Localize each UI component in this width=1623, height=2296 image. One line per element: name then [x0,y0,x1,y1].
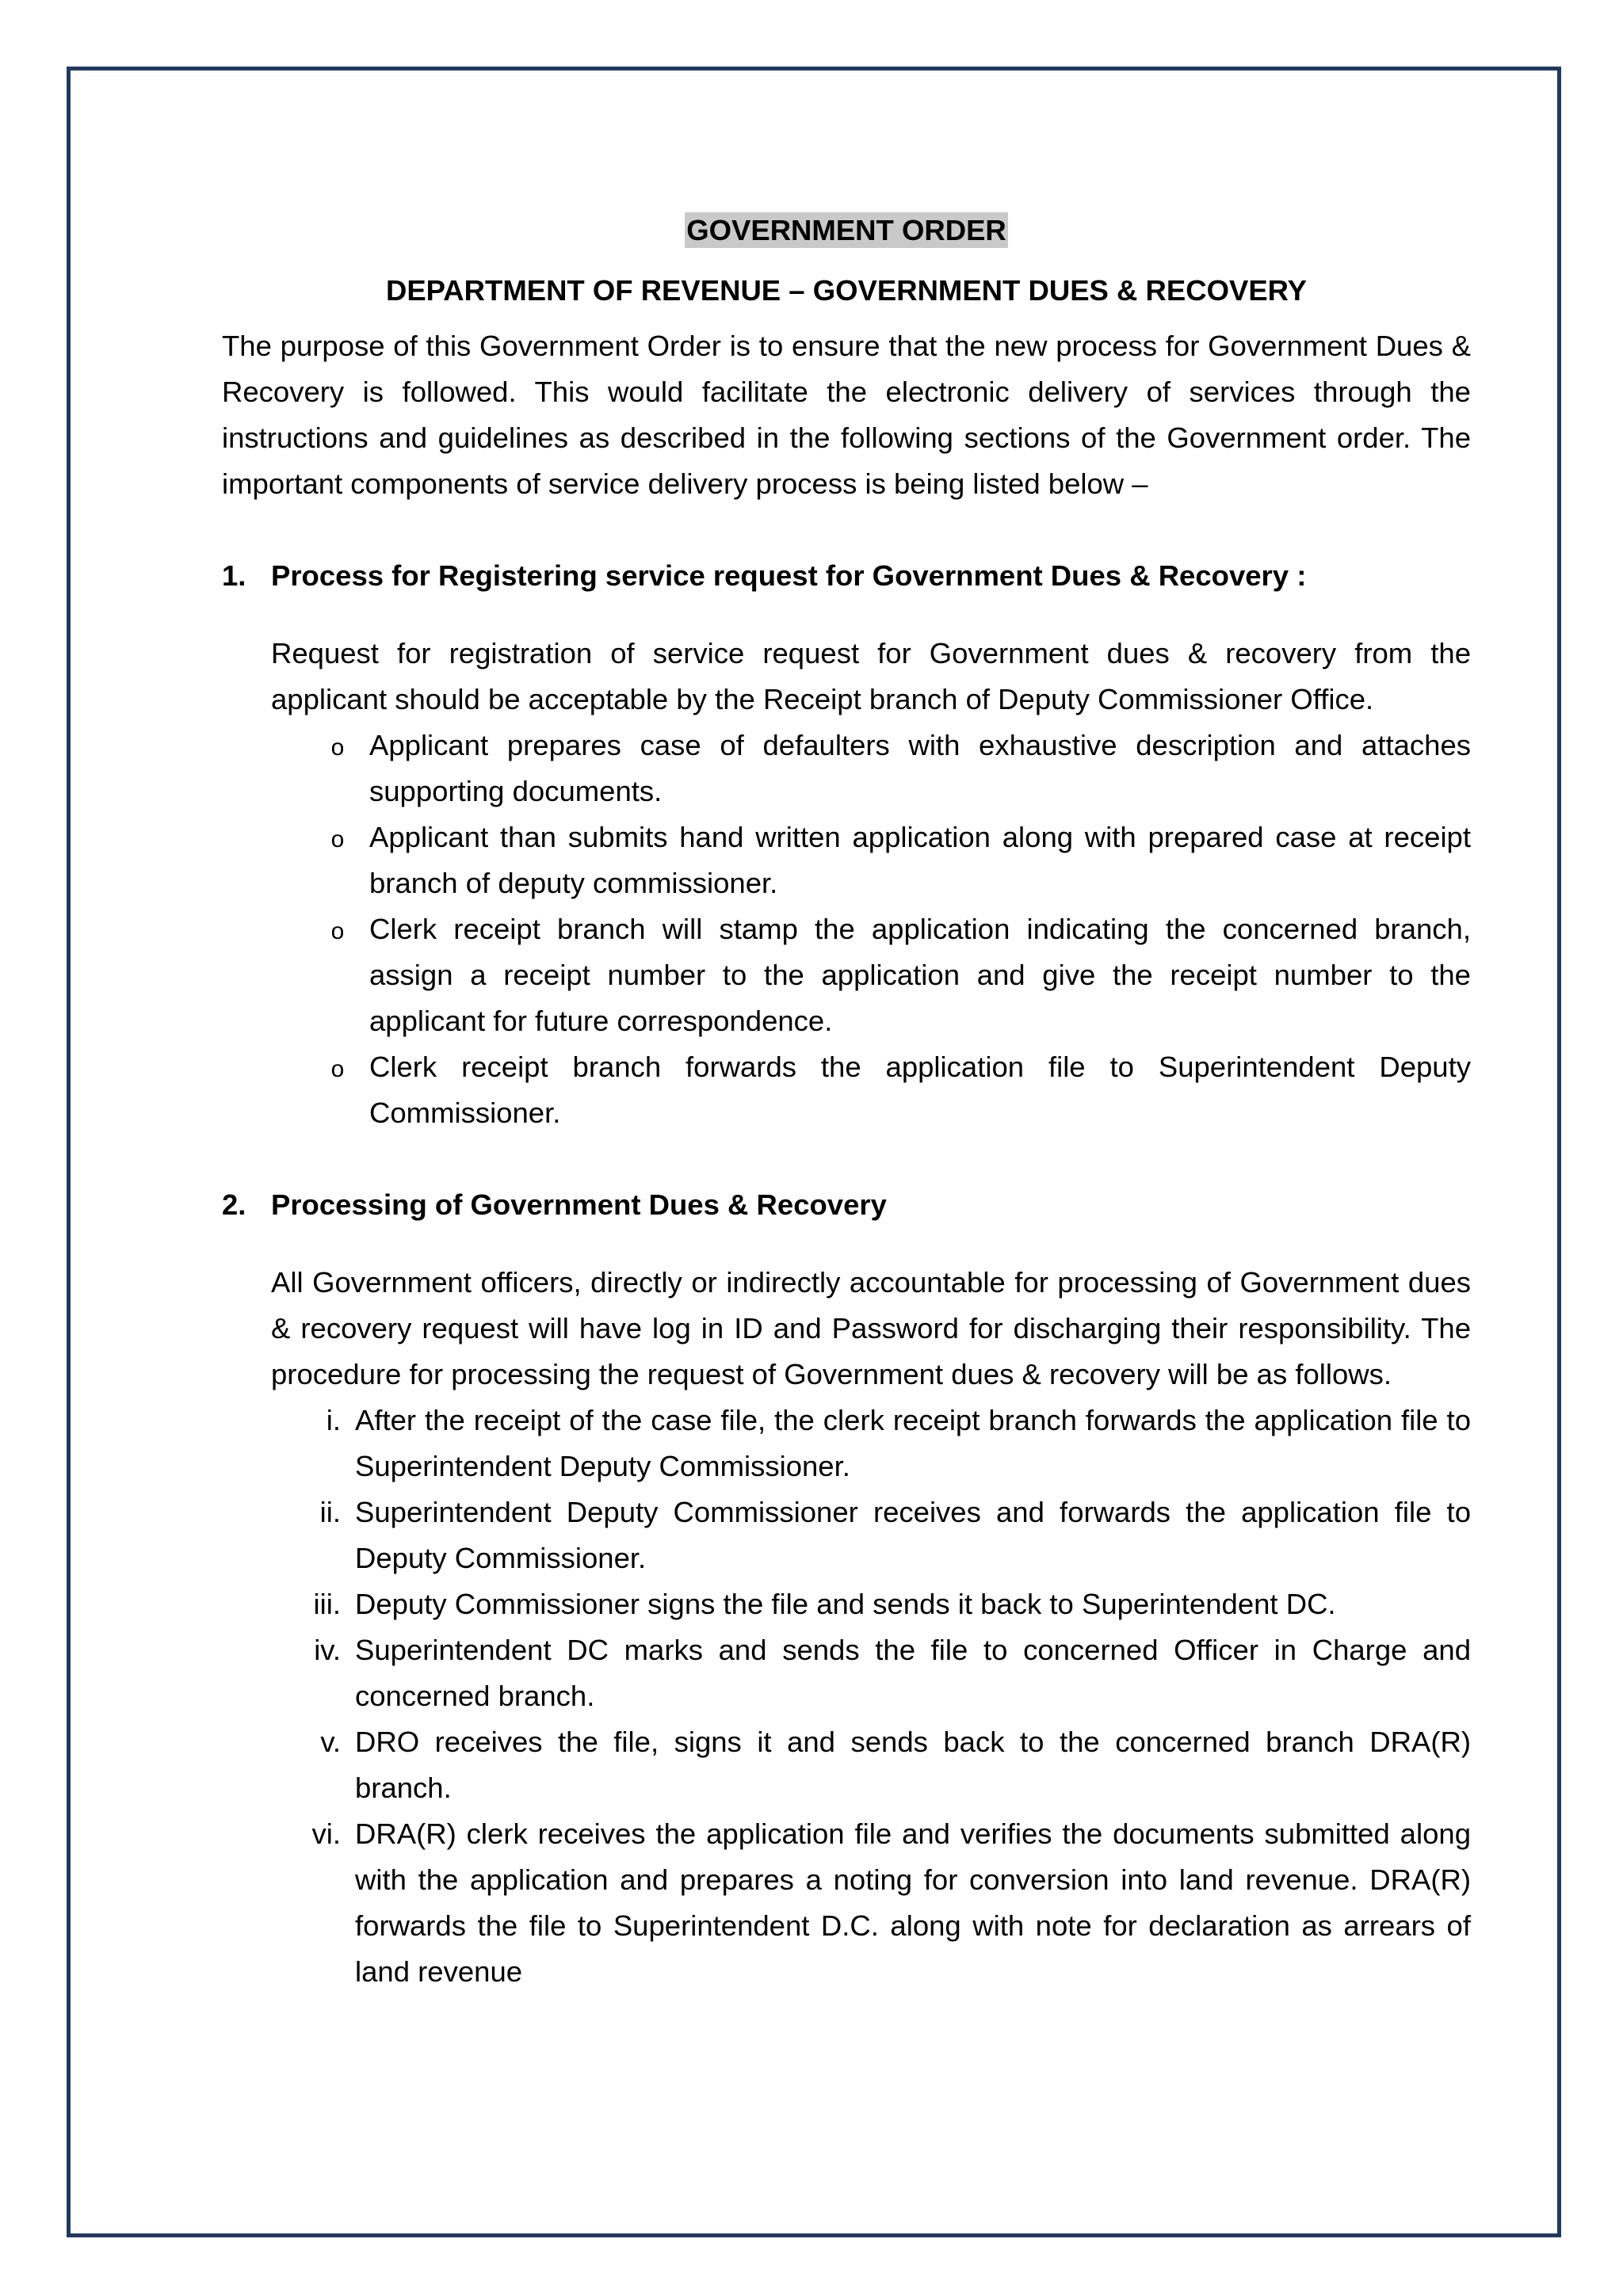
section-2-heading [222,1182,1471,1228]
section-paragraph: Request for registration of service request for Government dues & recovery from the applicant should be acceptable by the Receipt branch of Deputy Commissioner Office. [271,637,1471,715]
list-item-text: DRO receives the file, signs it and sends back to the concerned branch DRA(R) branch. [355,1726,1471,1804]
list-item-text: Clerk receipt branch will stamp the application indicating the concerned branch, assign a receipt number to the application and give the receipt number to the applicant for future correspondence. [369,913,1471,1037]
list-item-text: Superintendent DC marks and sends the file to concerned Officer in Charge and concerned branch. [355,1634,1471,1712]
section-heading-text: Process for Registering service request for Government Dues & Recovery : [271,559,1307,592]
section-heading-text: Processing of Government Dues & Recovery [271,1188,887,1221]
list-item [271,906,1471,1044]
list-marker: iii. [313,1588,341,1620]
section-number: 1. [222,559,246,592]
document-subtitle: DEPARTMENT OF REVENUE – GOVERNMENT DUES & RECOVERY [385,274,1308,307]
section-number: 2. [222,1188,246,1221]
circle-bullet-icon: o [330,918,345,944]
list-item [271,1811,1471,1995]
list-item [271,1044,1471,1136]
list-marker: i. [326,1404,341,1436]
numbered-list [271,1398,1471,1995]
section-paragraph: All Government officers, directly or indirectly accountable for processing of Government dues & recovery request will have log in ID and Password for discharging their responsibility. The procedure for processing the request of Government dues & recovery will be as follows. [271,1266,1471,1390]
list-item-text: Deputy Commissioner signs the file and sends it back to Superintendent DC. [355,1588,1336,1620]
list-item-text: DRA(R) clerk receives the application file and verifies the documents submitted along with the application and prepares a noting for conversion into land revenue. DRA(R) forwards the file to Superintendent D.C. along with note for declaration as arrears of land revenue [355,1817,1471,1988]
list-item [271,1489,1471,1581]
list-item [271,723,1471,814]
circle-bullet-icon: o [330,1056,345,1082]
list-marker: vi. [311,1817,341,1850]
bullet-list [271,723,1471,1136]
list-item-text: Applicant prepares case of defaulters with exhaustive description and attaches supporting documents. [369,729,1471,807]
circle-bullet-icon: o [330,826,345,852]
document-body [222,208,1471,1995]
section-2-body [271,1260,1471,1995]
document-title: GOVERNMENT ORDER [686,214,1006,246]
list-item [271,1627,1471,1719]
list-item-text: Clerk receipt branch forwards the application file to Superintendent Deputy Commissioner. [369,1051,1471,1129]
list-item [271,1719,1471,1811]
section-1-heading [222,553,1471,599]
list-marker: iv. [314,1634,341,1666]
list-marker: v. [320,1726,341,1758]
list-item-text: After the receipt of the case file, the clerk receipt branch forwards the application file to Superintendent Deputy Commissioner. [355,1404,1471,1482]
list-item-text: Applicant than submits hand written application along with prepared case at receipt branch of deputy commissioner. [369,821,1471,899]
list-item-text: Superintendent Deputy Commissioner receives and forwards the application file to Deputy Commissioner. [355,1496,1471,1574]
intro-paragraph: The purpose of this Government Order is to ensure that the new process for Government Dues & Recovery is followed. This would facilitate the electronic delivery of services through the instructions and guidelines as described in the following sections of the Government order. The important components of service delivery process is being listed below – [222,330,1471,500]
list-item [271,1398,1471,1489]
list-marker: ii. [319,1496,341,1528]
list-item [271,814,1471,906]
circle-bullet-icon: o [330,734,345,761]
section-1-body [271,631,1471,1136]
list-item [271,1581,1471,1627]
